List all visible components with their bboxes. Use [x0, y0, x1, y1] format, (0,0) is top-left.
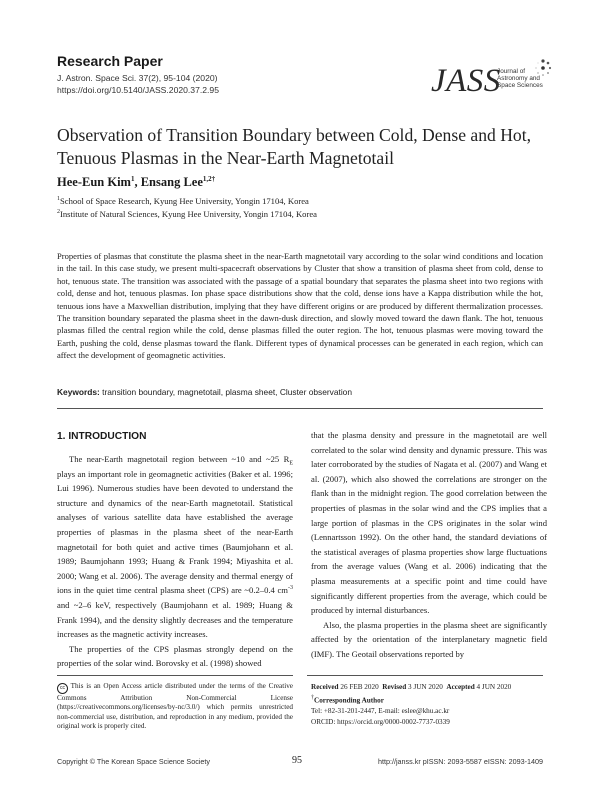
affiliation-2: $^2$Institute of Natural Sciences, Kyung Hee University, Yongin 17104, Korea	[57, 209, 317, 219]
logo-subtitle-1: Journal of	[497, 68, 526, 75]
author-name: Ensang Lee	[140, 175, 203, 190]
logo-subtitle-2: Astronomy and	[497, 75, 540, 82]
journal-logo	[431, 64, 551, 102]
section-divider	[57, 408, 543, 409]
logo-name: JASS	[431, 63, 501, 99]
right-column	[311, 428, 547, 662]
affiliation-1: $^1$School of Space Research, Kyung Hee University, Yongin 17104, Korea	[57, 196, 309, 206]
license-text: This is an Open Access article distributed under the terms of the Creative Commons Attribution Non-Commercial License (https://creativecommons.org/licenses/by-nc/3.0/) which permits unrestricted non-commercial use, distribution, and reproduction in any medium, provided the original work is properly cited.	[57, 682, 293, 731]
article-history	[311, 682, 547, 728]
logo-subtitle-3: Space Sciences	[497, 82, 543, 89]
creative-commons-icon: cc	[57, 683, 68, 694]
keywords-label: Keywords:	[57, 387, 100, 397]
corresponding-author: †Corresponding Author	[311, 694, 384, 705]
keywords	[57, 387, 352, 397]
paragraph: Also, the plasma properties in the plasma sheet are significantly affected by the orientation of the interplanetary magnetic field (IMF). The Geotail observations reported by	[311, 619, 547, 659]
swirl-dots-icon	[533, 58, 553, 78]
license-note	[57, 682, 293, 732]
abstract: Properties of plasmas that constitute the plasma sheet in the near-Earth magnetotail vary according to the solar wind conditions and location in the tail. In this case study, we present multi-spacecraft observations by Cluster that show a transition of plasma sheet from cold, dense to hot, tenuous state. The transition was associated with the passage of a spatial boundary that separates the plasma sheet into two regions with cold, dense and hot, tenuous plasmas. Ion phase space distributions show that the cold, dense ions have a Kappa distribution while the hot, tenuous ions have a Maxwellian distribution, implying that they have different origins or are produced by different thermalization processes. The transition boundary separated the plasma sheet in the dawn-dusk direction, and slowly moved toward the dawn flank. The hot, tenuous plasmas filled the central region while the cold, dense plasmas filled the outer region. The hot, tenuous plasmas were moving toward the Earth, pushing the cold, dense plasmas toward the flank. Different types of dynamical processes can be generated in each region, which can affect the development of geomagnetic activities.	[57, 251, 543, 361]
footnote-rule-left	[57, 675, 293, 676]
orcid-line: ORCID: https://orcid.org/0000-0002-7737-0339	[311, 717, 450, 726]
authors: Hee-Eun Kim$^1$, Ensang Lee$^{1,2\dagger}$	[57, 175, 216, 190]
article-type: Research Paper	[57, 53, 163, 69]
page-number: 95	[292, 755, 302, 766]
left-column	[57, 452, 293, 671]
paragraph: that the plasma density and pressure in the magnetotail are well correlated to the solar wind density and dynamic pressure. This was later corroborated by the studies of Nagata et al. (2007) and Wang et al. (2007), which also showed the correlations are stronger on the flank than in the midnight region. The good correlation between the properties of plasmas in the solar wind and the CPS implies that a large portion of plasmas in the CPS originates in the solar wind (Lennartsson 1992). On the other hand, the standard deviations of the statistical averages of plasma properties show large fluctuations from the average values (Wang et al. 2006) indicating that the plasma measurements at a specific point and time could have significantly different properties from the average, which could be produced by internal disturbances.	[311, 430, 547, 616]
citation: J. Astron. Space Sci. 37(2), 95-104 (2020)	[57, 73, 218, 83]
footer-copyright: Copyright © The Korean Space Science Society	[57, 757, 210, 766]
contact-line: Tel: +82-31-201-2447, E-mail: eslee@khu.ac.kr	[311, 706, 450, 715]
dates-line: Received 26 FEB 2020 Revised 3 JUN 2020 Accepted 4 JUN 2020	[311, 683, 512, 691]
footer-journal-info: http://janss.kr pISSN: 2093-5587 eISSN: 2093-1409	[377, 757, 543, 766]
keywords-text: transition boundary, magnetotail, plasma sheet, Cluster observation	[102, 387, 352, 397]
paragraph: The properties of the CPS plasmas strongly depend on the properties of the solar wind. Borovsky et al. (1998) showed	[57, 643, 293, 669]
author-sup: 1	[130, 175, 135, 183]
doi-link[interactable]: https://doi.org/10.5140/JASS.2020.37.2.95	[57, 85, 219, 95]
author-name: Hee-Eun Kim	[57, 175, 131, 190]
footnote-rule-right	[307, 675, 543, 676]
paragraph: The near-Earth magnetotail region between ~10 and ~25 $R_E$ plays an important role in geomagnetic activities (Baker et al. 1996; Lui 1996). Numerous studies have been devoted to understand the structure and dynamics of the near-Earth magnetotail. Statistical analyses of various satellite data have established the average properties of plasmas in the plasma sheet of the near-Earth magnetotail for both quiet and active times (Baumjohann et al. 1989; Baumjohann 1993; Huang & Frank 1994; Miyashita et al. 2000; Wang et al. 2006). The average density and thermal energy of ions in the quiet time central plasma sheet (CPS) are ~0.2–0.4 $cm^{-3}$ and ~2–6 keV, respectively (Baumjohann et al. 1989; Huang & Frank 1994), and the density slightly decreases and the temperature increases as the magnetic activity increases.	[57, 454, 293, 640]
author-sup: 1,2†	[202, 175, 216, 183]
paper-title: Observation of Transition Boundary between Cold, Dense and Hot, Tenuous Plasmas in the Near-Earth Magnetotail	[57, 125, 531, 168]
section-heading: 1. INTRODUCTION	[57, 431, 147, 442]
